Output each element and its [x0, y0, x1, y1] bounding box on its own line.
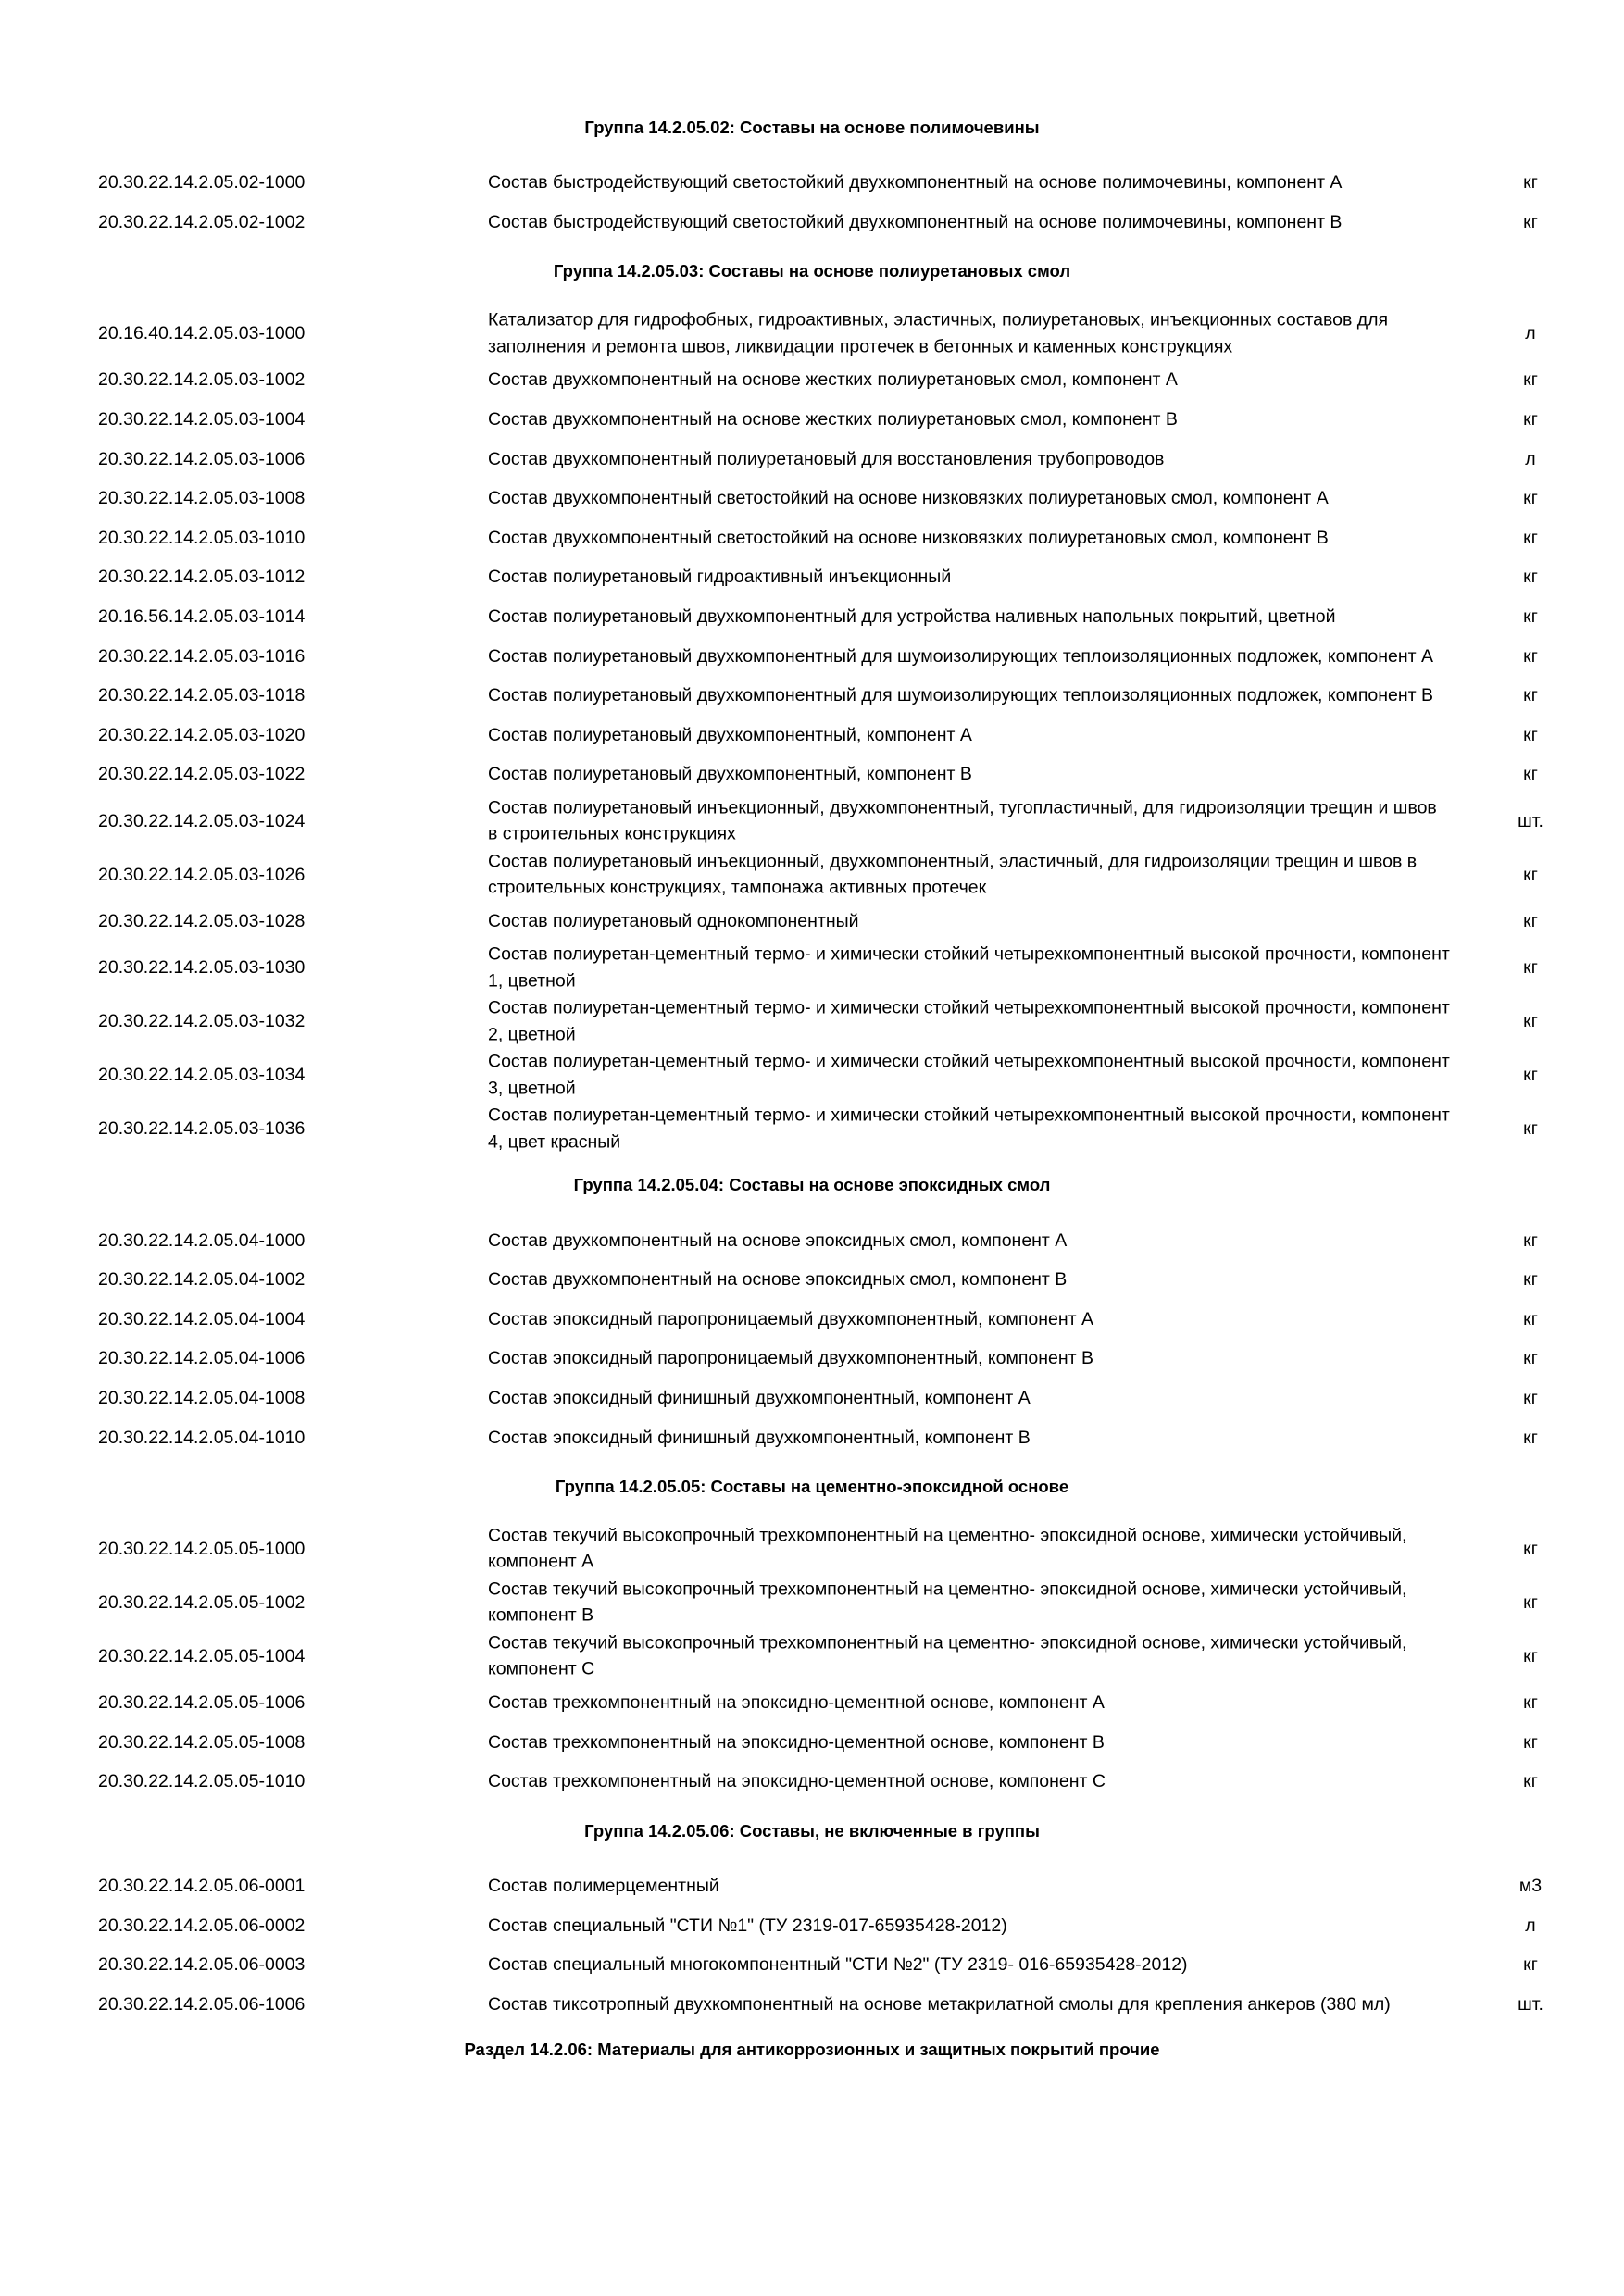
table-row	[0, 360, 1624, 400]
resource-name: Состав двухкомпонентный на основе эпоксидных смол, компонент А	[488, 1229, 1068, 1251]
resource-name: Состав двухкомпонентный на основе эпоксидных смол, компонент В	[488, 1268, 1068, 1290]
measure-unit: кг	[1523, 1692, 1538, 1714]
resource-name: Состав специальный многокомпонентный "СТИ №2" (ТУ 2319- 016-65935428-2012)	[488, 1953, 1188, 1975]
measure-unit: кг	[1523, 1538, 1538, 1559]
table-row	[0, 1945, 1624, 1985]
resource-code: 20.30.22.14.2.05.04-1004	[98, 1308, 306, 1329]
resource-name: Состав текучий высокопрочный трехкомпонентный на цементно- эпоксидной основе, химически устойчивый, компонент А	[488, 1525, 1407, 1572]
table-row	[0, 794, 1624, 848]
resource-name: Состав трехкомпонентный на эпоксидно-цементной основе, компонент С	[488, 1771, 1106, 1792]
heading-spacer	[0, 1502, 1624, 1522]
resource-code: 20.16.56.14.2.05.03-1014	[98, 606, 306, 628]
resource-name: Состав быстродействующий светостойкий двухкомпонентный на основе полимочевины, компонент В	[488, 211, 1343, 232]
measure-unit: кг	[1523, 1229, 1538, 1251]
measure-unit: кг	[1523, 1269, 1538, 1291]
resource-code: 20.16.40.14.2.05.03-1000	[98, 323, 306, 344]
group-heading: Группа 14.2.05.06: Составы, не включенные в группы	[584, 1820, 1040, 1841]
table-row	[0, 941, 1624, 994]
resource-code: 20.30.22.14.2.05.04-1006	[98, 1348, 306, 1369]
resource-code: 20.30.22.14.2.05.03-1010	[98, 527, 306, 548]
measure-unit: кг	[1523, 567, 1538, 588]
resource-name: Состав полиуретановый двухкомпонентный для шумоизолирующих теплоизоляционных подложек, компонент А	[488, 645, 1434, 667]
resource-name: Состав полиуретан-цементный термо- и химически стойкий четырехкомпонентный высокой прочности, компонент 2, цветной	[488, 997, 1450, 1045]
table-row	[0, 1339, 1624, 1379]
table-row	[0, 518, 1624, 558]
measure-unit: кг	[1523, 172, 1538, 193]
measure-unit: кг	[1523, 957, 1538, 979]
measure-unit: шт.	[1518, 1993, 1543, 2015]
resource-name: Состав двухкомпонентный светостойкий на основе низковязких полиуретановых смол, компонент А	[488, 488, 1329, 509]
resource-name: Состав двухкомпонентный полиуретановый для восстановления трубопроводов	[488, 448, 1165, 469]
resource-code: 20.30.22.14.2.05.02-1002	[98, 211, 306, 232]
table-row	[0, 1522, 1624, 1576]
table-row	[0, 1379, 1624, 1418]
resource-name: Состав трехкомпонентный на эпоксидно-цементной основе, компонент А	[488, 1691, 1105, 1713]
measure-unit: кг	[1523, 211, 1538, 232]
measure-unit: кг	[1523, 864, 1538, 885]
measure-unit: кг	[1523, 1645, 1538, 1666]
measure-unit: кг	[1523, 488, 1538, 509]
resource-name: Состав текучий высокопрочный трехкомпонентный на цементно- эпоксидной основе, химически устойчивый, компонент В	[488, 1578, 1407, 1626]
measure-unit: кг	[1523, 369, 1538, 391]
resource-code: 20.30.22.14.2.05.03-1032	[98, 1011, 306, 1032]
resource-name: Состав полиуретан-цементный термо- и химически стойкий четырехкомпонентный высокой прочности, компонент 4, цвет красный	[488, 1104, 1450, 1153]
measure-unit: кг	[1523, 1954, 1538, 1976]
resource-name: Состав полиуретановый двухкомпонентный, компонент В	[488, 764, 972, 785]
resource-code: 20.30.22.14.2.05.03-1020	[98, 724, 306, 745]
resource-code: 20.30.22.14.2.05.04-1010	[98, 1427, 306, 1448]
resource-name: Состав полиуретановый инъекционный, двухкомпонентный, эластичный, для гидроизоляции трещин и швов в строительных конструкциях, тампонажа активных протечек	[488, 851, 1418, 898]
group-heading: Группа 14.2.05.04: Составы на основе эпоксидных смол	[573, 1175, 1051, 1195]
table-row	[0, 557, 1624, 597]
resource-code: 20.30.22.14.2.05.05-1008	[98, 1731, 306, 1753]
table-row	[0, 203, 1624, 243]
table-row	[0, 755, 1624, 794]
resource-name: Состав эпоксидный финишный двухкомпонентный, компонент В	[488, 1427, 1031, 1448]
resource-code: 20.30.22.14.2.05.03-1012	[98, 567, 306, 588]
resource-code: 20.30.22.14.2.05.04-1000	[98, 1229, 306, 1251]
measure-unit: кг	[1523, 409, 1538, 430]
measure-unit: кг	[1523, 1427, 1538, 1448]
table-row	[0, 1629, 1624, 1683]
resource-code: 20.30.22.14.2.05.05-1004	[98, 1645, 306, 1666]
table-row	[0, 1762, 1624, 1802]
table-row	[0, 1984, 1624, 2024]
table-row	[0, 1722, 1624, 1762]
table-row	[0, 306, 1624, 360]
table-row	[0, 1260, 1624, 1300]
resource-name: Состав тиксотропный двухкомпонентный на основе метакрилатной смолы для крепления анкеров (380 мл)	[488, 1993, 1391, 2015]
resource-name: Состав полиуретановый инъекционный, двухкомпонентный, тугопластичный, для гидроизоляции трещин и швов в строительных конструкциях	[488, 797, 1437, 844]
resource-code: 20.30.22.14.2.05.03-1006	[98, 448, 306, 469]
table-row	[0, 1417, 1624, 1457]
table-row	[0, 1300, 1624, 1340]
measure-unit: кг	[1523, 1011, 1538, 1032]
resource-name: Катализатор для гидрофобных, гидроактивных, эластичных, полиуретановых, инъекционных составов для заполнения и ремонта швов, ликвидации протечек в бетонных и каменных конструкциях	[488, 309, 1389, 357]
table-row	[0, 636, 1624, 676]
section-spacer	[0, 242, 1624, 256]
resource-name: Состав двухкомпонентный на основе жестких полиуретановых смол, компонент В	[488, 408, 1178, 430]
measure-unit: м3	[1518, 1875, 1543, 1896]
section-spacer	[0, 1457, 1624, 1472]
group-heading: Группа 14.2.05.05: Составы на цементно-эпоксидной основе	[555, 1476, 1069, 1496]
table-row	[0, 1220, 1624, 1260]
resource-code: 20.30.22.14.2.05.03-1024	[98, 810, 306, 831]
heading-spacer	[0, 143, 1624, 163]
measure-unit: кг	[1523, 527, 1538, 548]
resource-name: Состав двухкомпонентный светостойкий на основе низковязких полиуретановых смол, компонент В	[488, 527, 1329, 548]
table-row	[0, 439, 1624, 479]
measure-unit: кг	[1523, 764, 1538, 785]
resource-code: 20.30.22.14.2.05.06-0001	[98, 1875, 306, 1896]
measure-unit: кг	[1523, 685, 1538, 706]
resource-code: 20.30.22.14.2.05.04-1002	[98, 1269, 306, 1291]
resource-code: 20.30.22.14.2.05.03-1034	[98, 1065, 306, 1086]
measure-unit: шт.	[1518, 810, 1543, 831]
table-row	[0, 1905, 1624, 1945]
section-spacer	[0, 1155, 1624, 1170]
measure-unit: кг	[1523, 1308, 1538, 1329]
resource-name: Состав полиуретан-цементный термо- и химически стойкий четырехкомпонентный высокой прочности, компонент 3, цветной	[488, 1051, 1450, 1099]
resource-code: 20.30.22.14.2.05.03-1030	[98, 957, 306, 979]
heading-spacer	[0, 1846, 1624, 1866]
measure-unit: л	[1525, 448, 1536, 469]
resource-code: 20.30.22.14.2.05.02-1000	[98, 172, 306, 193]
resource-code: 20.30.22.14.2.05.05-1006	[98, 1692, 306, 1714]
measure-unit: кг	[1523, 645, 1538, 667]
measure-unit: кг	[1523, 606, 1538, 628]
measure-unit: кг	[1523, 911, 1538, 932]
table-row	[0, 479, 1624, 518]
resource-name: Состав эпоксидный паропроницаемый двухкомпонентный, компонент В	[488, 1348, 1094, 1369]
resource-name: Состав полиуретановый гидроактивный инъекционный	[488, 567, 952, 588]
measure-unit: л	[1525, 323, 1536, 344]
heading-spacer	[0, 286, 1624, 306]
table-row	[0, 1683, 1624, 1723]
resource-code: 20.30.22.14.2.05.05-1010	[98, 1771, 306, 1792]
table-row	[0, 1576, 1624, 1629]
resource-code: 20.30.22.14.2.05.03-1008	[98, 488, 306, 509]
table-row	[0, 1102, 1624, 1155]
resource-name: Состав полиуретановый однокомпонентный	[488, 910, 859, 931]
heading-spacer	[0, 1200, 1624, 1220]
resource-name: Состав полиуретан-цементный термо- и химически стойкий четырехкомпонентный высокой прочности, компонент 1, цветной	[488, 943, 1450, 992]
resource-code: 20.30.22.14.2.05.03-1002	[98, 369, 306, 391]
resource-code: 20.30.22.14.2.05.03-1028	[98, 911, 306, 932]
resource-name: Состав эпоксидный финишный двухкомпонентный, компонент А	[488, 1387, 1031, 1408]
resource-code: 20.30.22.14.2.05.05-1002	[98, 1591, 306, 1613]
measure-unit: кг	[1523, 1065, 1538, 1086]
measure-unit: кг	[1523, 1348, 1538, 1369]
resource-name: Состав быстродействующий светостойкий двухкомпонентный на основе полимочевины, компонент А	[488, 172, 1343, 193]
resource-name: Состав полиуретановый двухкомпонентный, компонент А	[488, 724, 972, 745]
document-page	[0, 113, 1624, 2065]
resource-code: 20.30.22.14.2.05.04-1008	[98, 1387, 306, 1408]
table-row	[0, 597, 1624, 637]
measure-unit: кг	[1523, 1731, 1538, 1753]
resource-code: 20.30.22.14.2.05.03-1018	[98, 685, 306, 706]
measure-unit: кг	[1523, 724, 1538, 745]
resource-code: 20.30.22.14.2.05.03-1004	[98, 409, 306, 430]
section-spacer	[0, 1802, 1624, 1816]
resource-code: 20.30.22.14.2.05.05-1000	[98, 1538, 306, 1559]
table-row	[0, 1866, 1624, 1906]
resource-code: 20.30.22.14.2.05.06-1006	[98, 1993, 306, 2015]
measure-unit: кг	[1523, 1591, 1538, 1613]
table-row	[0, 902, 1624, 942]
resource-name: Состав специальный "СТИ №1" (ТУ 2319-017-65935428-2012)	[488, 1915, 1007, 1936]
measure-unit: кг	[1523, 1387, 1538, 1408]
measure-unit: л	[1525, 1915, 1536, 1936]
resource-code: 20.30.22.14.2.05.03-1022	[98, 764, 306, 785]
table-row	[0, 163, 1624, 203]
resource-name: Состав текучий высокопрочный трехкомпонентный на цементно- эпоксидной основе, химически устойчивый, компонент С	[488, 1632, 1407, 1679]
resource-name: Состав полимерцементный	[488, 1875, 719, 1896]
resource-code: 20.30.22.14.2.05.06-0002	[98, 1915, 306, 1936]
resource-name: Состав полиуретановый двухкомпонентный для устройства наливных напольных покрытий, цветной	[488, 605, 1336, 627]
resource-code: 20.30.22.14.2.05.03-1026	[98, 864, 306, 885]
resource-code: 20.30.22.14.2.05.03-1016	[98, 645, 306, 667]
table-row	[0, 716, 1624, 755]
table-row	[0, 994, 1624, 1048]
group-heading: Группа 14.2.05.02: Составы на основе полимочевины	[584, 118, 1040, 137]
measure-unit: кг	[1523, 1118, 1538, 1140]
table-row	[0, 1048, 1624, 1102]
resource-code: 20.30.22.14.2.05.03-1036	[98, 1118, 306, 1140]
measure-unit: кг	[1523, 1771, 1538, 1792]
group-heading: Группа 14.2.05.03: Составы на основе полиуретановых смол	[553, 261, 1071, 281]
resource-name: Состав полиуретановый двухкомпонентный для шумоизолирующих теплоизоляционных подложек, компонент В	[488, 684, 1434, 705]
footer-spacer	[0, 2024, 1624, 2035]
table-row	[0, 848, 1624, 902]
table-row	[0, 400, 1624, 440]
section-heading: Раздел 14.2.06: Материалы для антикоррозионных и защитных покрытий прочие	[464, 2040, 1160, 2060]
resource-name: Состав эпоксидный паропроницаемый двухкомпонентный, компонент А	[488, 1308, 1094, 1329]
resource-name: Состав трехкомпонентный на эпоксидно-цементной основе, компонент В	[488, 1731, 1105, 1753]
resource-name: Состав двухкомпонентный на основе жестких полиуретановых смол, компонент А	[488, 369, 1178, 391]
table-row	[0, 676, 1624, 716]
resource-code: 20.30.22.14.2.05.06-0003	[98, 1954, 306, 1976]
